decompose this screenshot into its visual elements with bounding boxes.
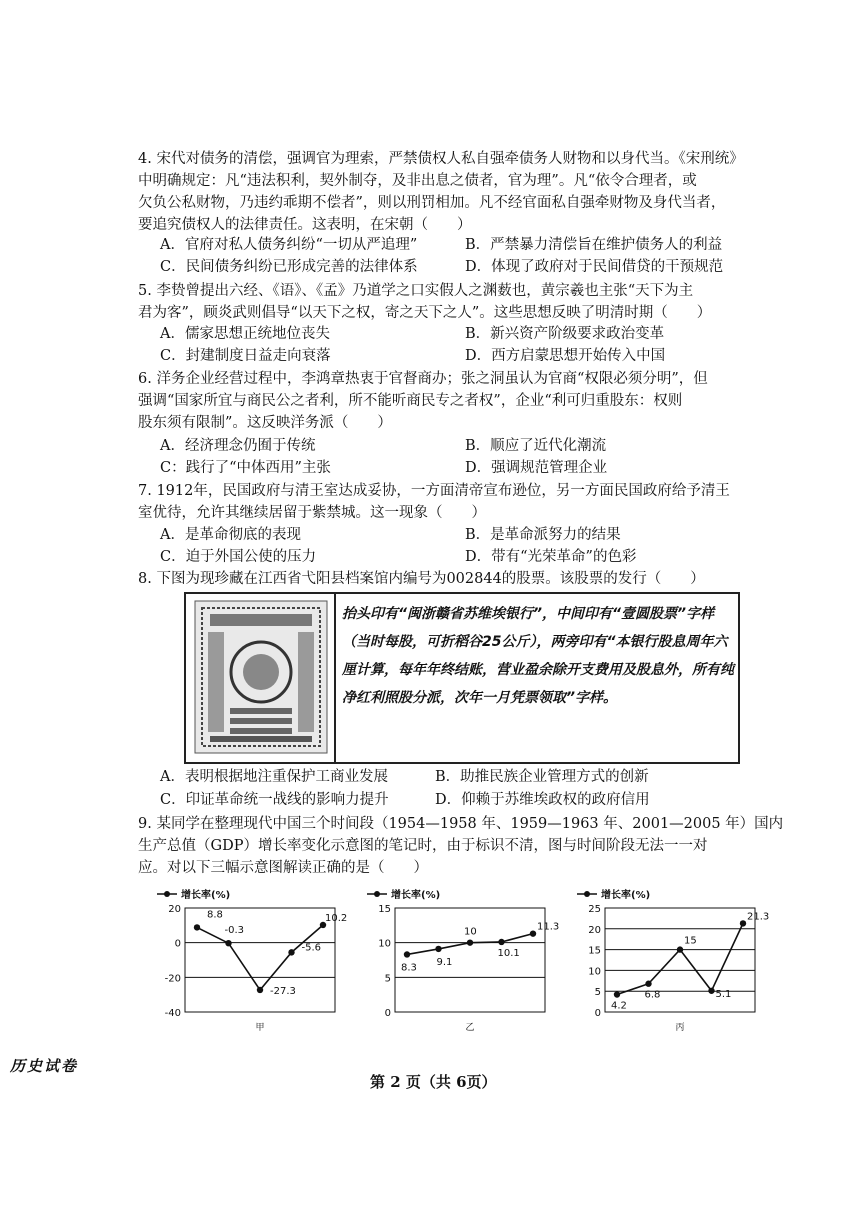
option-d[interactable]: D．西方启蒙思想开始传入中国 xyxy=(465,348,666,364)
option-b[interactable]: B．严禁暴力清偿旨在维护债务人的利益 xyxy=(465,237,723,253)
data-label: 10.1 xyxy=(497,947,520,959)
y-tick-label: 15 xyxy=(378,904,391,915)
question-5-line: 君为客”，顾炎武则倡导“以天下之权，寄之天下之人”。这些思想反映了明清时期（ ） xyxy=(138,305,712,321)
data-label: 9.1 xyxy=(436,956,453,968)
option-d[interactable]: D．带有“光荣革命”的色彩 xyxy=(465,549,637,565)
x-axis-label: 乙 xyxy=(465,1023,475,1033)
data-label: 11.3 xyxy=(537,921,560,933)
data-point xyxy=(708,988,714,994)
stock-description: 抬头印有“闽浙赣省苏维埃银行”，中间印有“壹圆股票”字样（当时每股，可折稻谷25公斤），两旁印有“本银行股息周年六厘计算，每年年终结账，营业盈余除开支费用及股息外，所有纯净红利照股分派，次年一月凭票领取”字样。 xyxy=(342,606,734,706)
y-tick-label: 0 xyxy=(594,1008,601,1019)
question-6-line: 股东须有限制”。这反映洋务派（ ） xyxy=(138,415,392,431)
gdp-chart-yi xyxy=(365,884,575,1044)
plot-area xyxy=(185,908,335,1012)
option-a[interactable]: A．官府对私人债务纠纷“一切从严追理” xyxy=(160,237,418,253)
option-b[interactable]: B．新兴资产阶级要求政治变革 xyxy=(465,326,665,342)
option-b[interactable]: B．是革命派努力的结果 xyxy=(465,527,621,543)
y-tick-label: 20 xyxy=(168,904,181,915)
y-tick-label: -20 xyxy=(164,973,181,985)
question-6-line: 6. 洋务企业经营过程中，李鸿章热衷于官督商办；张之洞虽认为官商“权限必须分明”，但 xyxy=(138,371,708,387)
y-tick-label: 5 xyxy=(384,973,391,985)
question-8 xyxy=(138,568,778,590)
y-tick-label: 15 xyxy=(588,945,601,957)
data-point xyxy=(614,991,620,997)
gdp-chart-bing xyxy=(575,884,785,1044)
question-7-line: 7. 1912年，民国政府与清王室达成妥协，一方面清帝宣布逊位，另一方面民国政府给予清王 xyxy=(138,483,730,499)
data-label: 21.3 xyxy=(747,911,770,923)
option-b[interactable]: B．顺应了近代化潮流 xyxy=(465,438,607,454)
y-tick-label: 10 xyxy=(588,966,601,978)
y-tick-label: 10 xyxy=(378,938,391,950)
option-d[interactable]: D．仰赖于苏维埃政权的政府信用 xyxy=(435,792,650,808)
data-point xyxy=(435,946,441,952)
legend-label: 增长率(%) xyxy=(181,890,231,901)
x-axis-label: 丙 xyxy=(675,1023,685,1033)
question-4-line: 要追究债权人的法律责任。这表明，在宋朝（ ） xyxy=(138,217,472,233)
question-7 xyxy=(138,480,778,524)
data-label: 15 xyxy=(684,935,697,947)
series-line xyxy=(197,925,323,990)
data-label: 8.3 xyxy=(401,962,417,974)
data-label: 8.8 xyxy=(207,909,223,921)
stock-divider xyxy=(334,594,336,762)
data-label: 5.1 xyxy=(715,988,732,1000)
y-tick-label: 20 xyxy=(588,924,601,936)
data-label: 10.2 xyxy=(325,912,348,924)
option-c[interactable]: C：践行了“中体西用”主张 xyxy=(160,460,331,476)
x-axis-label: 甲 xyxy=(255,1023,265,1033)
option-d[interactable]: D．强调规范管理企业 xyxy=(465,460,608,476)
legend-marker xyxy=(164,891,170,897)
data-label: -27.3 xyxy=(270,985,296,997)
data-label: 10 xyxy=(464,926,477,938)
question-4 xyxy=(138,148,778,236)
option-a[interactable]: A．经济理念仍囿于传统 xyxy=(160,438,316,454)
data-point xyxy=(677,946,683,952)
question-9-line: 生产总值（GDP）增长率变化示意图的笔记时，由于标识不清，图与时间阶段无法一一对 xyxy=(138,838,708,854)
question-7-line: 室优待，允许其继续居留于紫禁城。这一现象（ ） xyxy=(138,505,486,521)
data-point xyxy=(225,940,231,946)
data-point xyxy=(645,981,651,987)
data-point xyxy=(530,930,536,936)
question-5-line: 5. 李贽曾提出六经、《语》、《孟》乃道学之口实假人之渊薮也，黄宗羲也主张“天下为主 xyxy=(138,283,694,299)
data-label: -0.3 xyxy=(224,925,245,937)
data-point xyxy=(404,951,410,957)
gdp-chart-jia xyxy=(155,884,365,1044)
y-tick-label: 0 xyxy=(174,938,181,950)
data-point xyxy=(288,949,294,955)
series-line xyxy=(617,923,743,994)
page-number: 第 2 页（共 6页） xyxy=(370,1073,497,1091)
y-tick-label: 5 xyxy=(594,987,601,999)
plot-area xyxy=(605,908,755,1012)
data-point xyxy=(467,939,473,945)
question-9-line: 9. 某同学在整理现代中国三个时间段（1954—1958 年、1959—1963 年、2001—2005 年）国内 xyxy=(138,816,784,832)
plot-area xyxy=(395,908,545,1012)
data-label: 4.2 xyxy=(611,1000,627,1012)
stock-certificate-image xyxy=(194,600,328,754)
question-5 xyxy=(138,280,778,324)
legend-label: 增长率(%) xyxy=(391,890,441,901)
option-c[interactable]: C．印证革命统一战线的影响力提升 xyxy=(160,792,389,808)
option-a[interactable]: A．表明根据地注重保护工商业发展 xyxy=(160,769,388,785)
subject-label: 历史试卷 xyxy=(10,1057,79,1075)
stock-figure xyxy=(184,592,740,764)
legend-marker xyxy=(584,891,590,897)
question-4-line: 4. 宋代对债务的清偿，强调官为理索，严禁债权人私自强牵债务人财物和以身代当。《宋刑统》 xyxy=(138,151,744,167)
option-b[interactable]: B．助推民族企业管理方式的创新 xyxy=(435,769,649,785)
option-a[interactable]: A．儒家思想正统地位丧失 xyxy=(160,326,330,342)
question-9-line: 应。对以下三幅示意图解读正确的是（ ） xyxy=(138,860,428,876)
question-4-line: 中明确规定：凡“违法积利，契外制夺，及非出息之债者，官为理”。凡“依令合理者，或 xyxy=(138,173,697,189)
y-tick-label: 0 xyxy=(384,1008,391,1019)
legend-marker xyxy=(374,891,380,897)
data-label: 6.8 xyxy=(644,989,661,1001)
y-tick-label: 25 xyxy=(588,904,601,915)
question-6-line: 强调“国家所宜与商民公之者利，所不能听商民专之者权”，企业“利可归重股东：权则 xyxy=(138,393,683,409)
data-point xyxy=(194,924,200,930)
data-point xyxy=(740,920,746,926)
data-point xyxy=(257,987,263,993)
question-8-line: 8. 下图为现珍藏在江西省弋阳县档案馆内编号为002844的股票。该股票的发行（ ） xyxy=(138,571,705,587)
option-d[interactable]: D．体现了政府对于民间借贷的干预规范 xyxy=(465,259,724,275)
option-c[interactable]: C．封建制度日益走向衰落 xyxy=(160,348,331,364)
question-6 xyxy=(138,368,778,434)
option-c[interactable]: C．迫于外国公使的压力 xyxy=(160,549,317,565)
option-a[interactable]: A．是革命彻底的表现 xyxy=(160,527,301,543)
legend-label: 增长率(%) xyxy=(601,890,651,901)
question-9 xyxy=(138,813,784,879)
option-c[interactable]: C．民间债务纠纷已形成完善的法律体系 xyxy=(160,259,418,275)
data-label: -5.6 xyxy=(301,942,322,954)
question-4-line: 欠负公私财物，乃违约乖期不偿者”，则以刑罚相加。凡不经官面私自强牵财物及身代当者， xyxy=(138,195,726,211)
y-tick-label: -40 xyxy=(164,1008,181,1019)
data-point xyxy=(498,939,504,945)
